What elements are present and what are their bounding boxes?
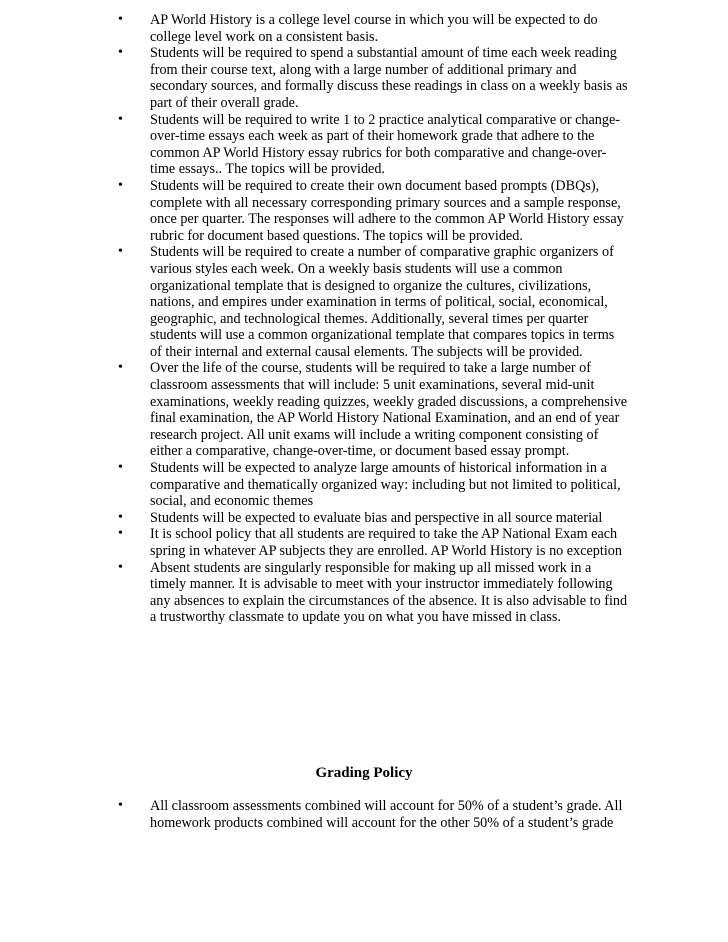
bullet-icon: • xyxy=(118,360,123,376)
list-item-text: Students will be expected to analyze large amounts of historical information in a comparative and thematically organized way: including but not limited to political, social, and economic themes xyxy=(150,460,621,510)
list-item xyxy=(118,526,628,559)
bullet-icon: • xyxy=(118,111,123,127)
list-item xyxy=(118,12,628,45)
list-item xyxy=(118,112,628,178)
list-item-text: Over the life of the course, students will be required to take a large number of classroom assessments that will include: 5 unit examinations, several mid-unit examinations, weekly reading quizzes, weekly graded discussions, a comprehensive final examination, the AP World History National Examination, and an end of year research project. All unit exams will include a writing component consisting of either a comparative, change-over-time, or document based essay prompt. xyxy=(150,360,628,460)
list-item xyxy=(118,560,628,626)
grading-list xyxy=(118,798,628,831)
list-item-text: Students will be required to create a number of comparative graphic organizers of various styles each week. On a weekly basis students will use a common organizational template that is designed to organize the cultures, civilizations, nations, and empires under examination in terms of political, social, economical, geographic, and technological themes. Additionally, several times per quarter students will use a common organizational template that compares topics in terms of their internal and external causal elements. The subjects will be provided. xyxy=(150,244,615,360)
list-item-text: Students will be required to create their own document based prompts (DBQs), complete with all necessary corresponding primary sources and a sample response, once per quarter. The responses will adhere to the common AP World History essay rubric for document based questions. The topics will be provided. xyxy=(150,177,624,244)
list-item xyxy=(118,798,628,831)
list-item-text: It is school policy that all students are required to take the AP National Exam each spring in whatever AP subjects they are enrolled. AP World History is no exception xyxy=(150,526,622,559)
bullet-icon: • xyxy=(118,177,123,193)
list-item-text: Students will be expected to evaluate bias and perspective in all source material xyxy=(150,509,603,526)
list-item xyxy=(118,510,628,527)
list-item xyxy=(118,178,628,244)
list-item xyxy=(118,45,628,111)
list-item xyxy=(118,360,628,460)
bullet-icon: • xyxy=(118,526,123,542)
list-item xyxy=(118,460,628,510)
list-item-text: AP World History is a college level course in which you will be expected to do college level work on a consistent basis. xyxy=(150,12,598,45)
list-item-text: Students will be required to write 1 to 2 practice analytical comparative or change-over-time essays each week as part of their homework grade that adhere to the common AP World History essay rubrics for both comparative and change-over-time essays.. The topics will be provided. xyxy=(150,111,620,178)
bullet-icon: • xyxy=(118,12,123,27)
grading-policy-heading: Grading Policy xyxy=(315,765,413,781)
bullet-icon: • xyxy=(118,509,123,525)
bullet-icon: • xyxy=(118,244,123,260)
bullet-icon: • xyxy=(118,45,123,61)
list-item-text: All classroom assessments combined will account for 50% of a student’s grade. All homework products combined will account for the other 50% of a student’s grade xyxy=(150,798,623,831)
bullet-icon: • xyxy=(118,460,123,476)
list-item-text: Students will be required to spend a substantial amount of time each week reading from their course text, along with a large number of additional primary and secondary sources, and formally discuss these readings in class on a weekly basis as part of their overall grade. xyxy=(150,45,628,111)
requirements-list xyxy=(118,12,628,626)
list-item-text: Absent students are singularly responsible for making up all missed work in a timely manner. It is advisable to meet with your instructor immediately following any absences to explain the circumstances of the absence. It is also advisable to find a trustworthy classmate to update you on what you have missed in class. xyxy=(150,559,628,626)
bullet-icon: • xyxy=(118,798,123,813)
bullet-icon: • xyxy=(118,559,123,575)
list-item xyxy=(118,244,628,360)
